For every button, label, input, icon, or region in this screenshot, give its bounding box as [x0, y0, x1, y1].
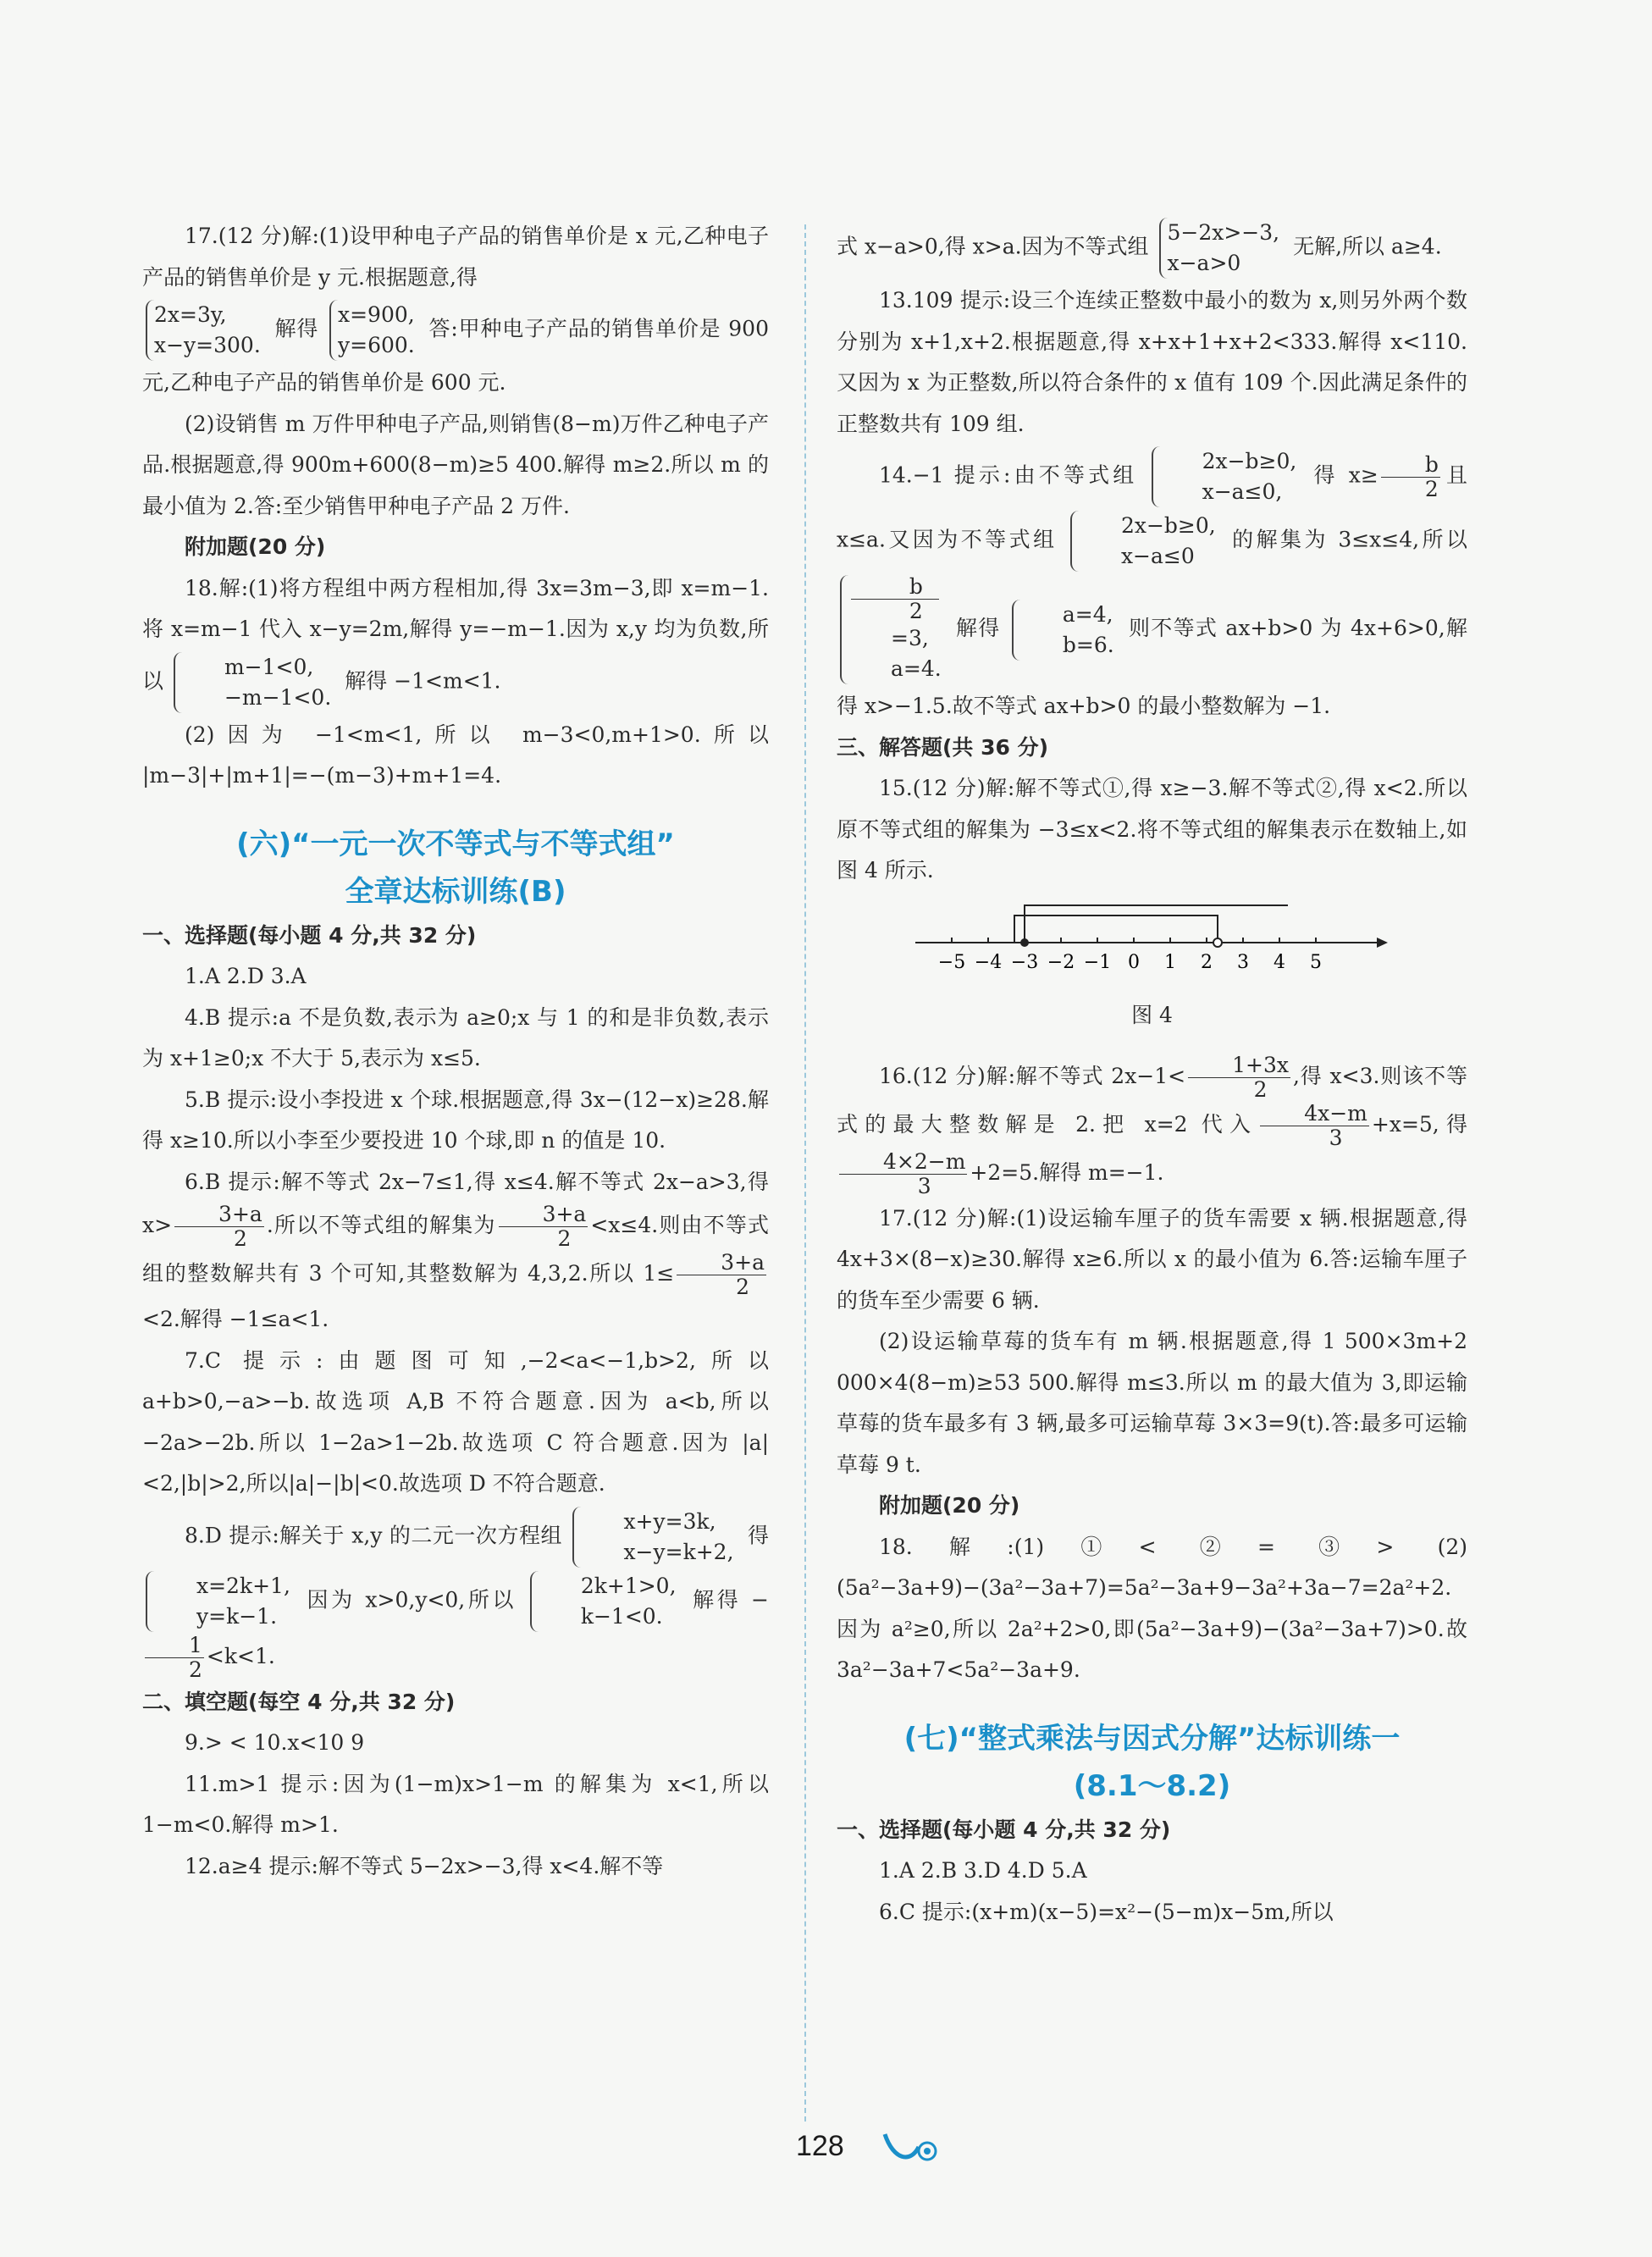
q18-text: 18.解:(1)将方程组中两方程相加,得 3x=3m−3,即 x=m−1.将 x=m−1 代入 x−y=2m,解得 y=−m−1.因为 x,y 均为负数,所以 m−1<0, −m−1<0. 解得 −1<m<1.	[142, 568, 769, 715]
q17-systems: 2x=3y, x−y=300. 解得 x=900, y=600. 答:甲种电子产品的销售单价是 900 元,乙种电子产品的销售单价是 600 元.	[142, 298, 769, 404]
fraction: $\frac{3+a}{2}$	[499, 1203, 588, 1251]
left-column	[142, 216, 769, 1887]
q6: 6.B 提示:解不等式 2x−7≤1,得 x≤4.解不等式 2x−a>3,得 x> $\frac{3+a}{2}$ .所以不等式组的解集为 $\frac{3+a}{2}$ <x≤4.则由不等式组的整数解共有 3 个可知,其整数解为 4,3,2.所以 1≤ $\frac{3+a}{2}$ <2.解得 −1≤a<1.	[142, 1169, 769, 1331]
tick-label: −2	[1047, 951, 1075, 973]
q5: 5.B 提示:设小李投进 x 个球.根据题意,得 3x−(12−x)≥28.解得 x≥10.所以小李至少要投进 10 个球,即 n 的值是 10.	[142, 1087, 769, 1153]
answers: 1.A 2.D 3.A	[185, 964, 307, 988]
fraction: $\frac{1}{2}$	[145, 1634, 204, 1682]
q13: 13.109 提示:设三个连续正整数中最小的数为 x,则另外两个数分别为 x+1,x+2.根据题意,得 x+x+1+x+2<333.解得 x<110.又因为 x 为正整数,所以符合条件的 x 值有 109 个.因此满足条件的正整数共有 109 组.	[837, 288, 1467, 436]
equation-system: x=2k+1, y=k−1.	[146, 1571, 294, 1632]
equation-system: 2x−b≥0, x−a≤0	[1070, 511, 1219, 572]
answers: 1.A 2.B 3.D 4.D 5.A	[879, 1858, 1087, 1883]
fraction: $\frac{3+a}{2}$	[174, 1203, 264, 1251]
part-heading: 二、填空题(每空 4 分,共 32 分)	[142, 1689, 456, 1714]
q14: 14.−1 提示:由不等式组 2x−b≥0, x−a≤0, 得 x≥ $\frac{b}{2}$ 且 x≤a.又因为不等式组 2x−b≥0, x−a≤0 的解集为 3≤x≤4,所以 b 2 =3, a=4. 解得 a=4, b=6. 则不等式 ax+b>0 为 4x+6>0,解得 x>−1.5.故不等式 ax+b>0 的最小整数解为 −1.	[837, 445, 1467, 727]
equation-system: 2x=3y, x−y=300.	[146, 300, 264, 361]
equation-system: 2x−b≥0, x−a≤0,	[1152, 446, 1301, 507]
column-divider	[804, 224, 806, 2121]
equation-system: 2k+1>0, k−1<0.	[530, 1571, 680, 1632]
q7: 7.C 提示:由题图可知,−2<a<−1,b>2,所以 a+b>0,−a>−b.故选项 A,B 不符合题意.因为 a<b,所以 −2a>−2b.所以 1−2a>1−2b.故选项 C 符合题意.因为 |a|<2,|b|>2,所以|a|−|b|<0.故选项 D 不符合题意.	[142, 1347, 769, 1496]
q11: 11.m>1 提示:因为(1−m)x>1−m 的解集为 x<1,所以 1−m<0.解得 m>1.	[142, 1771, 769, 1837]
tick-label: 3	[1236, 951, 1249, 973]
q18: 18.解:(1)①< ②= ③> (2)(5a²−3a+9)−(3a²−3a+7)=5a²−3a+9−3a²+3a−7=2a²+2.因为 a²≥0,所以 2a²+2>0,即(5a²−3a+9)−(3a²−3a+7)>0.故 3a²−3a+7<5a²−3a+9.	[837, 1534, 1467, 1682]
q12-cont: 式 x−a>0,得 x>a.因为不等式组 5−2x>−3, x−a>0 无解,所以 a≥4.	[837, 216, 1467, 280]
q12: 12.a≥4 提示:解不等式 5−2x>−3,得 x<4.解不等	[185, 1853, 664, 1878]
fraction: b 2	[851, 575, 939, 623]
extra-heading: 附加题(20 分)	[185, 534, 326, 559]
tick-label: 4	[1273, 951, 1285, 973]
figure-caption: 图 4	[1131, 1003, 1173, 1027]
part-heading: 三、解答题(共 36 分)	[837, 734, 1049, 760]
page-number: 128	[796, 2130, 844, 2162]
swirl-logo-icon	[881, 2126, 940, 2171]
q17-part2: (2)设运输草莓的货车有 m 辆.根据题意,得 1 500×3m+2 000×4(8−m)≥53 500.解得 m≤3.所以 m 的最大值为 3,即运输草莓的货车最多有 3 辆,最多可运输草莓 3×3=9(t).答:最多可运输草莓 9 t.	[837, 1329, 1467, 1477]
q8: 8.D 提示:解关于 x,y 的二元一次方程组 x+y=3k, x−y=k+2, 得 x=2k+1, y=k−1. 因为 x>0,y<0,所以 2k+1>0, k−1<0. 解得 − $\frac{1}{2}$ <k<1.	[142, 1505, 769, 1682]
fraction: $\frac{b}{2}$	[1381, 453, 1440, 501]
q17-part2: (2)设销售 m 万件甲种电子产品,则销售(8−m)万件乙种电子产品.根据题意,得 900m+600(8−m)≥5 400.解得 m≥2.所以 m 的最小值为 2.答:至少销售甲种电子产品 2 万件.	[142, 411, 769, 518]
part-heading: 一、选择题(每小题 4 分,共 32 分)	[837, 1817, 1171, 1842]
right-column	[837, 216, 1467, 1933]
tick-label: −3	[1010, 951, 1038, 973]
tick-label: −4	[974, 951, 1002, 973]
fraction: $\frac{4\times 2-m}{3}$	[839, 1150, 967, 1198]
equation-system: 5−2x>−3, x−a>0	[1159, 218, 1284, 279]
tick-label: −5	[937, 951, 965, 973]
section-subtitle: 全章达标训练(B)	[345, 874, 566, 909]
equation-system: m−1<0, −m−1<0.	[174, 652, 334, 713]
section-subtitle: (8.1～8.2)	[1073, 1768, 1231, 1803]
number-line-figure	[837, 900, 1467, 991]
equation-system: b 2 =3, a=4.	[840, 575, 945, 684]
tick-label: 1	[1163, 951, 1176, 973]
part-heading: 一、选择题(每小题 4 分,共 32 分)	[142, 922, 477, 948]
fraction: $\frac{3+a}{2}$	[677, 1251, 766, 1299]
q9: 9.> < 10.x<10 9	[185, 1730, 365, 1755]
fraction: $\frac{1+3x}{2}$	[1188, 1054, 1290, 1102]
number-line	[915, 900, 1390, 976]
equation-system: a=4, b=6.	[1012, 600, 1118, 661]
q6: 6.C 提示:(x+m)(x−5)=x²−(5−m)x−5m,所以	[879, 1899, 1334, 1924]
q4: 4.B 提示:a 不是负数,表示为 a≥0;x 与 1 的和是非负数,表示为 x+1≥0;x 不大于 5,表示为 x≤5.	[142, 1004, 769, 1070]
tick-label: 5	[1309, 951, 1322, 973]
tick-label: 0	[1127, 951, 1140, 973]
equation-system: x+y=3k, x−y=k+2,	[572, 1507, 737, 1568]
fraction: $\frac{4x-m}{3}$	[1260, 1102, 1369, 1150]
tick-label: −1	[1083, 951, 1111, 973]
q18-part2: (2)因为 −1<m<1,所以 m−3<0,m+1>0.所以 |m−3|+|m+1|=−(m−3)+m+1=4.	[142, 722, 769, 788]
section-title: (六)“一元一次不等式与不等式组”	[236, 827, 675, 861]
equation-system: x=900, y=600.	[329, 300, 418, 361]
tick-label: 2	[1200, 951, 1213, 973]
q16: 16.(12 分)解:解不等式 2x−1< $\frac{1+3x}{2}$ ,得 x<3.则该不等式的最大整数解是 2.把 x=2 代入 $\frac{4x-m}{3}$ +x=5,得 $\frac{4\times 2-m}{3}$ +2=5.解得 m=−1.	[837, 1052, 1467, 1198]
extra-heading: 附加题(20 分)	[879, 1493, 1020, 1518]
section-title: (七)“整式乘法与因式分解”达标训练一	[903, 1721, 1401, 1756]
q17-text: 17.(12 分)解:(1)设甲种电子产品的销售单价是 x 元,乙种电子产品的销售单价是 y 元.根据题意,得	[142, 224, 769, 290]
q15: 15.(12 分)解:解不等式①,得 x≥−3.解不等式②,得 x<2.所以原不等式组的解集为 −3≤x<2.将不等式组的解集表示在数轴上,如图 4 所示.	[837, 776, 1467, 882]
q17: 17.(12 分)解:(1)设运输车厘子的货车需要 x 辆.根据题意,得 4x+3×(8−x)≥30.解得 x≥6.所以 x 的最小值为 6.答:运输车厘子的货车至少需要 6 辆.	[837, 1205, 1467, 1313]
